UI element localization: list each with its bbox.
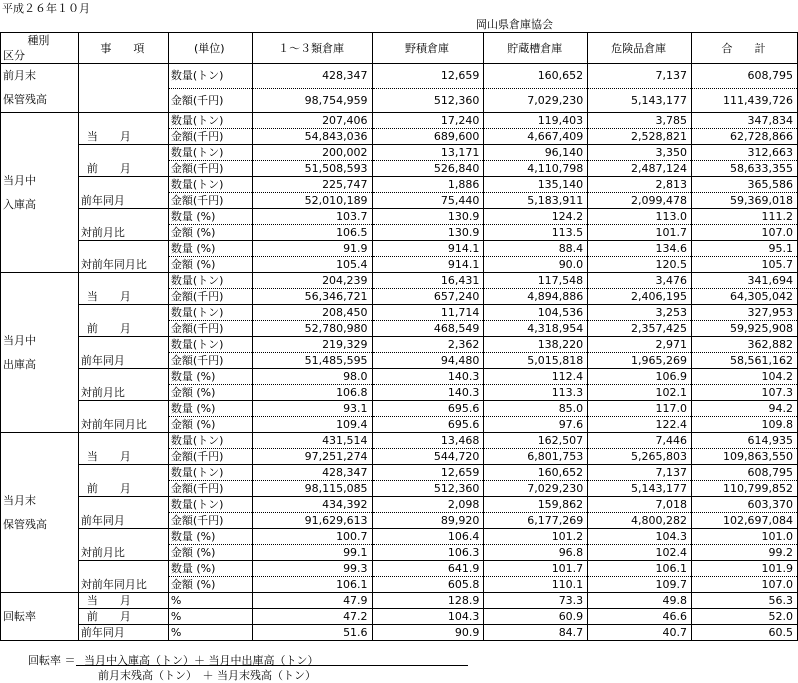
group-label-line: 保管残高 (3, 93, 47, 106)
value-cell: 4,667,409 (484, 129, 588, 145)
unit-cell: 数量(トン) (168, 465, 252, 481)
table-row (1, 64, 798, 89)
group-label-lines (3, 489, 74, 537)
unit-cell: 金額(千円) (168, 129, 252, 145)
value-cell: 109.4 (252, 417, 372, 433)
value-cell: 124.2 (484, 209, 588, 225)
header-division: 区分 (1, 48, 79, 64)
value-cell: 135,140 (484, 177, 588, 193)
value-cell: 128.9 (372, 593, 484, 609)
value-cell: 46.6 (588, 609, 692, 625)
value-cell: 4,318,954 (484, 321, 588, 337)
value-cell: 97,251,274 (252, 449, 372, 465)
value-cell: 102,697,084 (692, 513, 798, 529)
value-cell: 2,487,124 (588, 161, 692, 177)
value-cell: 102.1 (588, 385, 692, 401)
unit-cell: 金額 (%) (168, 577, 252, 593)
group-label (1, 593, 79, 641)
value-cell: 428,347 (252, 465, 372, 481)
sub-label (78, 64, 168, 113)
value-cell: 94.2 (692, 401, 798, 417)
value-cell: 111.2 (692, 209, 798, 225)
value-cell: 102.4 (588, 545, 692, 561)
value-cell: 109,863,550 (692, 449, 798, 465)
table-row (1, 145, 798, 161)
value-cell: 105.7 (692, 257, 798, 273)
group-label (1, 113, 79, 273)
sub-label: 前年同月 (78, 177, 168, 209)
sub-label: 前 月 (78, 465, 168, 497)
value-cell: 90.0 (484, 257, 588, 273)
group-label (1, 64, 79, 113)
unit-cell: 金額 (%) (168, 225, 252, 241)
sub-label: 対前年同月比 (78, 401, 168, 433)
table-row (1, 337, 798, 353)
unit-cell: 数量(トン) (168, 273, 252, 289)
value-cell: 3,476 (588, 273, 692, 289)
group-label (1, 433, 79, 593)
value-cell: 47.2 (252, 609, 372, 625)
value-cell: 5,183,911 (484, 193, 588, 209)
value-cell: 219,329 (252, 337, 372, 353)
value-cell: 107.0 (692, 225, 798, 241)
value-cell: 62,728,866 (692, 129, 798, 145)
value-cell: 113.3 (484, 385, 588, 401)
table-row (1, 593, 798, 609)
value-cell: 140.3 (372, 369, 484, 385)
header-col-0: １～３類倉庫 (252, 33, 372, 64)
value-cell: 16,431 (372, 273, 484, 289)
unit-cell: 数量(トン) (168, 145, 252, 161)
value-cell: 6,801,753 (484, 449, 588, 465)
formula-lhs: 回転率 ＝ (28, 654, 76, 667)
unit-cell: 数量(トン) (168, 337, 252, 353)
value-cell: 434,392 (252, 497, 372, 513)
association-name: 岡山県倉庫協会 (476, 18, 553, 31)
value-cell: 365,586 (692, 177, 798, 193)
unit-cell: 数量(トン) (168, 433, 252, 449)
unit-cell: 金額 (%) (168, 257, 252, 273)
unit-cell: 金額(千円) (168, 353, 252, 369)
unit-cell: 金額 (%) (168, 385, 252, 401)
value-cell: 5,015,818 (484, 353, 588, 369)
value-cell: 106.8 (252, 385, 372, 401)
table-row (1, 209, 798, 225)
value-cell: 52,010,189 (252, 193, 372, 209)
group-label-lines (3, 329, 74, 377)
value-cell: 4,110,798 (484, 161, 588, 177)
value-cell: 90.9 (372, 625, 484, 641)
value-cell: 64,305,042 (692, 289, 798, 305)
value-cell: 12,659 (372, 64, 484, 89)
value-cell: 93.1 (252, 401, 372, 417)
value-cell: 122.4 (588, 417, 692, 433)
unit-cell: 数量(トン) (168, 113, 252, 129)
table-row (1, 497, 798, 513)
value-cell: 608,795 (692, 64, 798, 89)
unit-cell: 数量(トン) (168, 305, 252, 321)
value-cell: 101.2 (484, 529, 588, 545)
value-cell: 207,406 (252, 113, 372, 129)
value-cell: 60.5 (692, 625, 798, 641)
value-cell: 2,099,478 (588, 193, 692, 209)
value-cell: 49.8 (588, 593, 692, 609)
value-cell: 117.0 (588, 401, 692, 417)
value-cell: 110.1 (484, 577, 588, 593)
unit-cell: 数量(トン) (168, 64, 252, 89)
value-cell: 51,485,595 (252, 353, 372, 369)
value-cell: 7,018 (588, 497, 692, 513)
sub-label: 対前年同月比 (78, 241, 168, 273)
group-label-line: 当月中 (3, 173, 36, 187)
value-cell: 605.8 (372, 577, 484, 593)
value-cell: 347,834 (692, 113, 798, 129)
value-cell: 104.2 (692, 369, 798, 385)
value-cell: 3,785 (588, 113, 692, 129)
value-cell: 2,971 (588, 337, 692, 353)
sub-label: 前年同月 (78, 497, 168, 529)
unit-cell: 金額(千円) (168, 193, 252, 209)
sub-label: 前年同月 (78, 625, 168, 641)
sub-label: 当 月 (78, 593, 168, 609)
value-cell: 4,894,886 (484, 289, 588, 305)
value-cell: 134.6 (588, 241, 692, 257)
value-cell: 105.4 (252, 257, 372, 273)
value-cell: 2,357,425 (588, 321, 692, 337)
header-col-1: 野積倉庫 (372, 33, 484, 64)
value-cell: 1,965,269 (588, 353, 692, 369)
sub-label: 対前月比 (78, 369, 168, 401)
value-cell: 109.7 (588, 577, 692, 593)
group-label-line: 出庫高 (3, 357, 36, 371)
unit-cell: 金額 (%) (168, 545, 252, 561)
value-cell: 113.0 (588, 209, 692, 225)
value-cell: 40.7 (588, 625, 692, 641)
value-cell: 99.3 (252, 561, 372, 577)
value-cell: 140.3 (372, 385, 484, 401)
value-cell: 7,137 (588, 465, 692, 481)
value-cell: 109.8 (692, 417, 798, 433)
formula-numerator: 当月中入庫高（トン）＋ 当月中出庫高（トン） (84, 654, 319, 667)
value-cell: 47.9 (252, 593, 372, 609)
value-cell: 98.0 (252, 369, 372, 385)
sub-label: 前 月 (78, 145, 168, 177)
unit-cell: 金額(千円) (168, 513, 252, 529)
value-cell: 4,800,282 (588, 513, 692, 529)
value-cell: 106.4 (372, 529, 484, 545)
value-cell: 94,480 (372, 353, 484, 369)
value-cell: 75,440 (372, 193, 484, 209)
value-cell: 208,450 (252, 305, 372, 321)
value-cell: 99.1 (252, 545, 372, 561)
group-label-line: 入庫高 (3, 197, 36, 211)
value-cell: 119,403 (484, 113, 588, 129)
value-cell: 117,548 (484, 273, 588, 289)
group-label-line: 当月中 (3, 333, 36, 347)
value-cell: 98,754,959 (252, 88, 372, 113)
header-col-3: 危険品倉庫 (588, 33, 692, 64)
value-cell: 2,813 (588, 177, 692, 193)
unit-cell: 金額(千円) (168, 449, 252, 465)
value-cell: 7,137 (588, 64, 692, 89)
unit-cell: 金額 (%) (168, 417, 252, 433)
value-cell: 91,629,613 (252, 513, 372, 529)
unit-cell: % (168, 625, 252, 641)
value-cell: 73.3 (484, 593, 588, 609)
value-cell: 7,446 (588, 433, 692, 449)
table-row (1, 177, 798, 193)
value-cell: 56.3 (692, 593, 798, 609)
unit-cell: 金額(千円) (168, 321, 252, 337)
value-cell: 85.0 (484, 401, 588, 417)
value-cell: 7,029,230 (484, 481, 588, 497)
value-cell: 104,536 (484, 305, 588, 321)
unit-cell: 数量 (%) (168, 561, 252, 577)
value-cell: 88.4 (484, 241, 588, 257)
value-cell: 7,029,230 (484, 88, 588, 113)
value-cell: 657,240 (372, 289, 484, 305)
header-col-4: 合 計 (692, 33, 798, 64)
value-cell: 112.4 (484, 369, 588, 385)
value-cell: 3,253 (588, 305, 692, 321)
value-cell: 341,694 (692, 273, 798, 289)
value-cell: 362,882 (692, 337, 798, 353)
value-cell: 98,115,085 (252, 481, 372, 497)
value-cell: 428,347 (252, 64, 372, 89)
sub-label: 対前月比 (78, 529, 168, 561)
value-cell: 608,795 (692, 465, 798, 481)
value-cell: 59,925,908 (692, 321, 798, 337)
value-cell: 101.7 (484, 561, 588, 577)
value-cell: 2,406,195 (588, 289, 692, 305)
sub-label: 前 月 (78, 305, 168, 337)
table-row (1, 113, 798, 129)
table-row (1, 609, 798, 625)
group-label-line: 前月末 (3, 69, 36, 82)
value-cell: 17,240 (372, 113, 484, 129)
value-cell: 106.1 (588, 561, 692, 577)
unit-cell: 数量(トン) (168, 497, 252, 513)
value-cell: 104.3 (588, 529, 692, 545)
table-row (1, 401, 798, 417)
header-category: 種別 (1, 33, 79, 49)
value-cell: 103.7 (252, 209, 372, 225)
value-cell: 101.0 (692, 529, 798, 545)
value-cell: 160,652 (484, 465, 588, 481)
value-cell: 54,843,036 (252, 129, 372, 145)
group-label-lines (3, 64, 74, 112)
group-label (1, 273, 79, 433)
group-label-line: 回転率 (3, 609, 36, 623)
report-date: 平成２６年１０月 (2, 2, 90, 15)
value-cell: 52.0 (692, 609, 798, 625)
value-cell: 101.9 (692, 561, 798, 577)
value-cell: 104.3 (372, 609, 484, 625)
value-cell: 5,143,177 (588, 481, 692, 497)
value-cell: 159,862 (484, 497, 588, 513)
warehouse-stats-table (0, 32, 798, 641)
value-cell: 13,468 (372, 433, 484, 449)
value-cell: 58,633,355 (692, 161, 798, 177)
value-cell: 431,514 (252, 433, 372, 449)
value-cell: 106.5 (252, 225, 372, 241)
value-cell: 5,265,803 (588, 449, 692, 465)
value-cell: 60.9 (484, 609, 588, 625)
value-cell: 11,714 (372, 305, 484, 321)
value-cell: 13,171 (372, 145, 484, 161)
value-cell: 59,369,018 (692, 193, 798, 209)
value-cell: 603,370 (692, 497, 798, 513)
table-row (1, 369, 798, 385)
sub-label: 当 月 (78, 273, 168, 305)
value-cell: 225,747 (252, 177, 372, 193)
formula-fraction-bar (76, 665, 468, 666)
value-cell: 162,507 (484, 433, 588, 449)
table-row (1, 465, 798, 481)
header-row (1, 33, 798, 49)
value-cell: 97.6 (484, 417, 588, 433)
value-cell: 327,953 (692, 305, 798, 321)
value-cell: 110,799,852 (692, 481, 798, 497)
value-cell: 100.7 (252, 529, 372, 545)
value-cell: 106.9 (588, 369, 692, 385)
value-cell: 51.6 (252, 625, 372, 641)
sub-label: 対前年同月比 (78, 561, 168, 593)
table-row (1, 529, 798, 545)
unit-cell: 金額(千円) (168, 161, 252, 177)
value-cell: 312,663 (692, 145, 798, 161)
value-cell: 689,600 (372, 129, 484, 145)
unit-cell: 数量 (%) (168, 209, 252, 225)
value-cell: 101.7 (588, 225, 692, 241)
table-row (1, 433, 798, 449)
value-cell: 614,935 (692, 433, 798, 449)
header-col-2: 貯蔵槽倉庫 (484, 33, 588, 64)
unit-cell: 金額(千円) (168, 88, 252, 113)
value-cell: 512,360 (372, 481, 484, 497)
unit-cell: 金額(千円) (168, 481, 252, 497)
value-cell: 641.9 (372, 561, 484, 577)
value-cell: 2,098 (372, 497, 484, 513)
value-cell: 468,549 (372, 321, 484, 337)
value-cell: 120.5 (588, 257, 692, 273)
value-cell: 914.1 (372, 241, 484, 257)
value-cell: 91.9 (252, 241, 372, 257)
group-label-line: 保管残高 (3, 517, 47, 531)
unit-cell: 数量 (%) (168, 529, 252, 545)
value-cell: 512,360 (372, 88, 484, 113)
unit-cell: % (168, 593, 252, 609)
value-cell: 96,140 (484, 145, 588, 161)
table-row (1, 273, 798, 289)
value-cell: 695.6 (372, 401, 484, 417)
unit-cell: % (168, 609, 252, 625)
value-cell: 160,652 (484, 64, 588, 89)
value-cell: 95.1 (692, 241, 798, 257)
value-cell: 544,720 (372, 449, 484, 465)
value-cell: 130.9 (372, 209, 484, 225)
unit-cell: 数量 (%) (168, 241, 252, 257)
value-cell: 107.3 (692, 385, 798, 401)
value-cell: 204,239 (252, 273, 372, 289)
value-cell: 1,886 (372, 177, 484, 193)
unit-cell: 金額(千円) (168, 289, 252, 305)
unit-cell: 数量(トン) (168, 177, 252, 193)
value-cell: 526,840 (372, 161, 484, 177)
value-cell: 56,346,721 (252, 289, 372, 305)
header-unit: (単位) (168, 33, 252, 64)
value-cell: 107.0 (692, 577, 798, 593)
table-row (1, 305, 798, 321)
value-cell: 3,350 (588, 145, 692, 161)
value-cell: 130.9 (372, 225, 484, 241)
value-cell: 695.6 (372, 417, 484, 433)
sub-label: 前年同月 (78, 337, 168, 369)
value-cell: 106.3 (372, 545, 484, 561)
value-cell: 106.1 (252, 577, 372, 593)
group-label-lines (3, 169, 74, 217)
sub-label: 対前月比 (78, 209, 168, 241)
value-cell: 914.1 (372, 257, 484, 273)
formula-denominator: 前月末残高（トン） ＋ 当月末残高（トン） (98, 669, 316, 682)
value-cell: 138,220 (484, 337, 588, 353)
sub-label: 当 月 (78, 433, 168, 465)
value-cell: 12,659 (372, 465, 484, 481)
value-cell: 51,508,593 (252, 161, 372, 177)
header-item: 事 項 (78, 33, 168, 64)
unit-cell: 数量 (%) (168, 401, 252, 417)
value-cell: 96.8 (484, 545, 588, 561)
sub-label: 当 月 (78, 113, 168, 145)
table-row (1, 625, 798, 641)
value-cell: 99.2 (692, 545, 798, 561)
value-cell: 2,362 (372, 337, 484, 353)
turnover-formula (28, 650, 488, 680)
value-cell: 200,002 (252, 145, 372, 161)
table-row (1, 241, 798, 257)
value-cell: 58,561,162 (692, 353, 798, 369)
unit-cell: 数量 (%) (168, 369, 252, 385)
table-row (1, 561, 798, 577)
value-cell: 2,528,821 (588, 129, 692, 145)
value-cell: 5,143,177 (588, 88, 692, 113)
value-cell: 6,177,269 (484, 513, 588, 529)
value-cell: 89,920 (372, 513, 484, 529)
value-cell: 111,439,726 (692, 88, 798, 113)
group-label-lines (3, 605, 74, 629)
value-cell: 52,780,980 (252, 321, 372, 337)
group-label-line: 当月末 (3, 493, 36, 507)
value-cell: 113.5 (484, 225, 588, 241)
sub-label: 前 月 (78, 609, 168, 625)
value-cell: 84.7 (484, 625, 588, 641)
